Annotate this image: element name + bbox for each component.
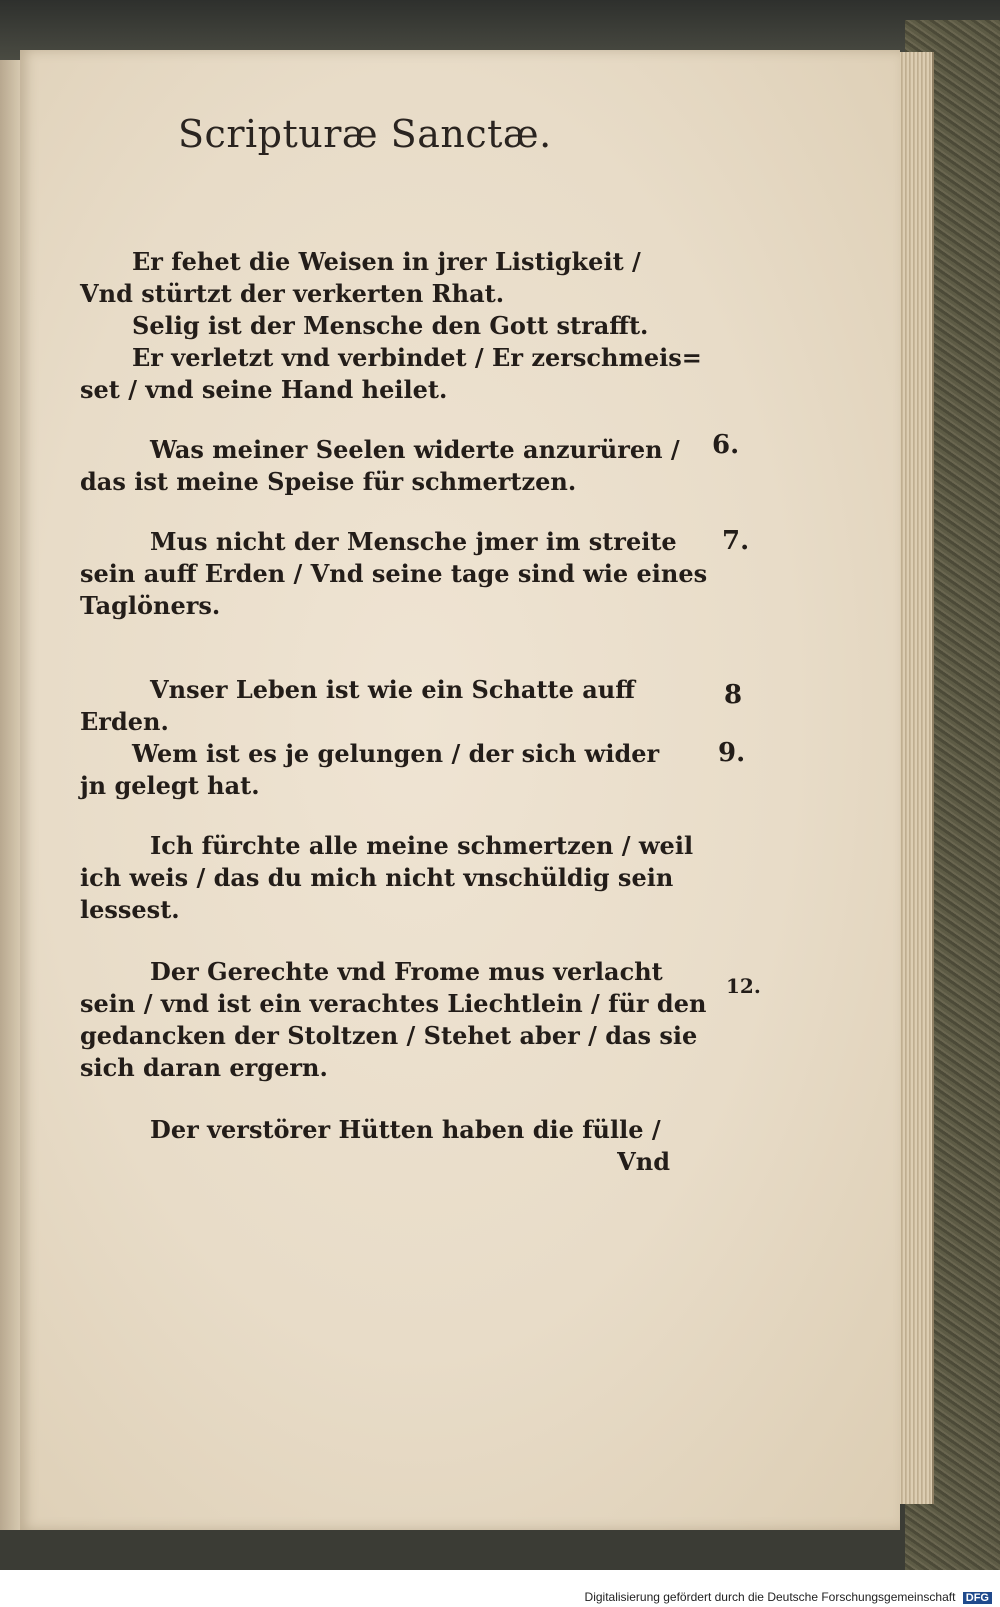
text-line: das ist meine Speise für schmertzen. (80, 467, 577, 496)
paragraph-5 (80, 830, 694, 926)
paragraph-6 (80, 956, 707, 1084)
running-head: Scripturæ Sanctæ. (178, 112, 552, 156)
paragraph-3 (80, 526, 708, 622)
text-line: Wem ist es je gelungen / der sich wider (132, 739, 660, 768)
text-line: Er fehet die Weisen in jrer Listigkeit / (132, 247, 641, 276)
margin-verse-number: 8 (724, 680, 743, 710)
text-line: Erden. (80, 707, 169, 736)
body-text (80, 246, 708, 1178)
paragraph-4 (80, 674, 670, 802)
text-line: Vnd stürtzt der verkerten Rhat. (80, 279, 505, 308)
paragraph-2 (80, 434, 680, 498)
text-line: Selig ist der Mensche den Gott strafft. (132, 311, 649, 340)
margin-verse-number: 12. (726, 974, 761, 998)
text-line: jn gelegt hat. (80, 771, 260, 800)
text-line: Mus nicht der Mensche jmer im streite (150, 527, 677, 556)
text-line: Der verstörer Hütten haben die fülle / (150, 1115, 661, 1144)
catchword: Vnd (617, 1147, 670, 1176)
margin-verse-number: 7. (722, 526, 750, 556)
text-line: ich weis / das du mich nicht vnschüldig sein (80, 863, 674, 892)
credit-text: Digitalisierung gefördert durch die Deutsche Forschungsgemeinschaft (584, 1590, 956, 1604)
text-line: sich daran ergern. (80, 1053, 328, 1082)
text-line: gedancken der Stoltzen / Stehet aber / das sie (80, 1021, 698, 1050)
dfg-logo: DFG (963, 1592, 992, 1604)
digitization-credit (585, 1590, 992, 1604)
margin-verse-number: 6. (712, 430, 740, 460)
text-line: Der Gerechte vnd Frome mus verlacht (150, 957, 663, 986)
text-line: lessest. (80, 895, 180, 924)
text-line: Er verletzt vnd verbindet / Er zerschmeis= (132, 343, 702, 372)
text-line: Taglöners. (80, 591, 221, 620)
text-line: sein / vnd ist ein verachtes Liechtlein / für den (80, 989, 707, 1018)
text-line: sein auff Erden / Vnd seine tage sind wie eines (80, 559, 708, 588)
left-page-edge (0, 60, 22, 1530)
text-line: Vnser Leben ist wie ein Schatte auff (150, 675, 635, 704)
text-line: Ich fürchte alle meine schmertzen / weil (150, 831, 694, 860)
paragraph-7 (80, 1114, 670, 1178)
text-line: set / vnd seine Hand heilet. (80, 375, 448, 404)
paragraph-1 (80, 246, 702, 406)
margin-verse-number: 9. (718, 738, 746, 768)
text-line: Was meiner Seelen widerte anzurüren / (150, 435, 680, 464)
